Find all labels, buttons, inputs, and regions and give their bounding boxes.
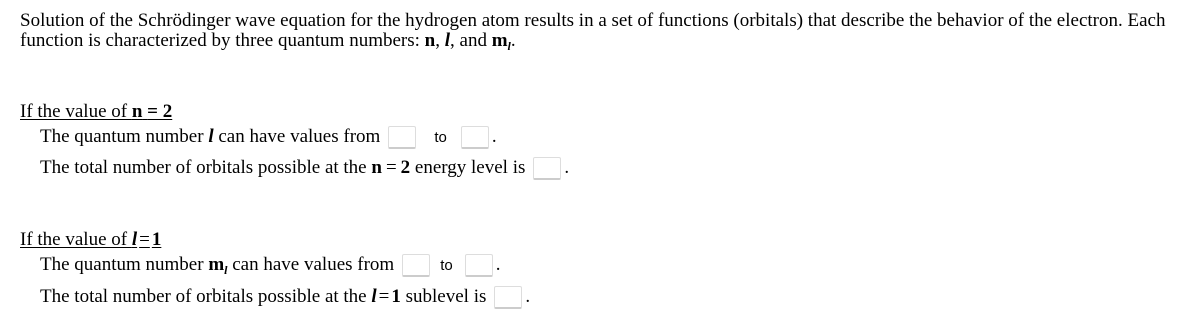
section2-line1-suffix: can have values from	[227, 254, 395, 275]
section1-orbital-count-line	[40, 155, 569, 181]
intro-n: n	[424, 30, 436, 51]
intro-paragraph	[20, 11, 1185, 51]
section2-line1-period: .	[495, 254, 501, 275]
section1-line2-eq: =	[385, 157, 397, 178]
intro-m-letter: m	[491, 30, 508, 51]
section1-heading-var: n	[131, 101, 143, 122]
section1-heading	[20, 101, 172, 123]
intro-l: l	[444, 30, 451, 51]
section1-line2-val: 2	[400, 157, 411, 178]
section2-line2-suffix: sublevel is	[400, 286, 487, 307]
ml-max-input[interactable]	[465, 254, 493, 277]
section1-heading-prefix: If the value of	[20, 101, 132, 122]
section2-heading-prefix: If the value of	[20, 229, 132, 250]
section2-line2-period: .	[525, 286, 531, 307]
section1-line1-prefix: The quantum number	[40, 126, 209, 147]
intro-period: .	[510, 30, 516, 51]
section2-orbital-count-line	[40, 284, 530, 310]
section1-line2-var: n	[371, 157, 382, 178]
section2-ml-range-line	[40, 252, 500, 278]
intro-sep-1: ,	[435, 30, 445, 51]
section1-line2-period: .	[564, 157, 570, 178]
section2-to-label: to	[440, 256, 453, 274]
intro-m-sub: l	[507, 39, 511, 53]
ml-min-input[interactable]	[402, 254, 430, 277]
section2-line2-eq: =	[378, 286, 390, 307]
section1-l-range-line	[40, 124, 497, 150]
section2-line2-val: 1	[391, 286, 401, 307]
section2-heading	[20, 229, 161, 251]
orbitals-n2-input[interactable]	[533, 157, 561, 180]
intro-text: Solution of the Schrödinger wave equation for the hydrogen atom results in a set of functions (orbitals) that describe the behavior of the electron. Each function is characterized by three quantum numbers:	[20, 10, 1166, 51]
section1-line1-period: .	[491, 126, 497, 147]
orbitals-l1-input[interactable]	[494, 286, 522, 309]
section2-line2-var: l	[371, 286, 377, 307]
section1-line2-prefix: The total number of orbitals possible at the	[40, 157, 372, 178]
l-max-input[interactable]	[461, 126, 489, 149]
intro-sep-2: , and	[450, 30, 492, 51]
intro-m	[492, 30, 511, 51]
section2-heading-val: 1	[151, 229, 162, 250]
section1-line1-var: l	[208, 126, 214, 147]
l-min-input[interactable]	[388, 126, 416, 149]
section2-line2-prefix: The total number of orbitals possible at the	[40, 286, 372, 307]
section2-line1-var-letter: m	[208, 254, 225, 275]
section2-line1-var	[208, 254, 227, 276]
section1-heading-eq: = 2	[147, 101, 173, 122]
section2-heading-var: l	[131, 229, 138, 250]
section2-heading-eq: =	[139, 229, 150, 250]
section1-to-label: to	[434, 128, 447, 146]
section1-line1-suffix: can have values from	[213, 126, 381, 147]
section2-line1-prefix: The quantum number	[40, 254, 209, 275]
section1-line2-suffix: energy level is	[410, 157, 526, 178]
section2-line1-var-sub: l	[224, 263, 228, 277]
